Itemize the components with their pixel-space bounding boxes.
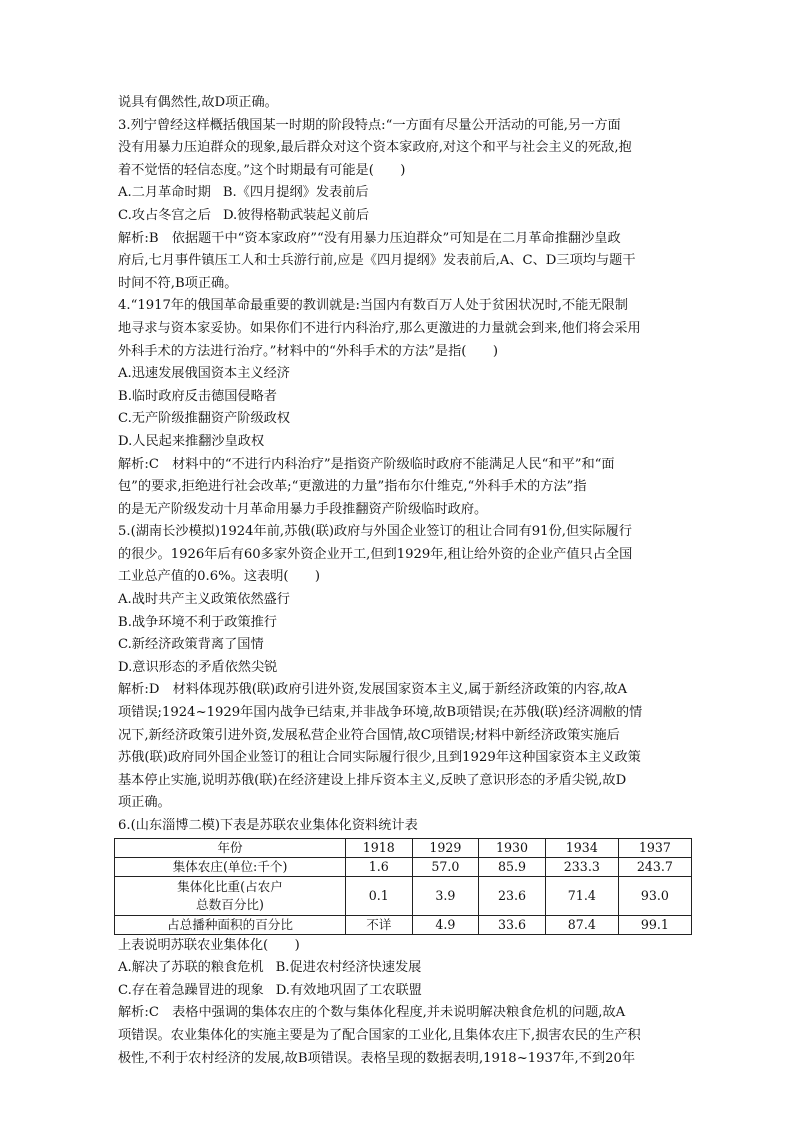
question-6-analysis: 极性,不利于农村经济的发展,故B项错误。表格呈现的数据表明,1918~1937年,不到20年 — [118, 1050, 636, 1066]
question-5-analysis: 基本停止实施,说明苏俄(联)在经济建设上排斥资本主义,反映了意识形态的矛盾尖锐,故D — [118, 772, 627, 788]
table-cell: 87.4 — [545, 915, 618, 934]
question-6-options — [118, 957, 688, 980]
row-label: 集体农庄(单位:千个) — [115, 857, 346, 876]
table-cell: 23.6 — [479, 876, 546, 915]
question-5-analysis: 苏俄(联)政府同外国企业签订的租让合同实际履行很少,且到1929年这种国家资本主义政策 — [118, 750, 641, 766]
question-3-stem: 没有用暴力压迫群众的现象,最后群众对这个资本家政府,对这个和平与社会主义的死敌,抱 — [118, 140, 632, 156]
table-cell: 33.6 — [479, 915, 546, 934]
question-3-analysis: 解析:B 依据题干中“资本家政府”“没有用暴力压迫群众”可知是在二月革命推翻沙皇政 — [118, 230, 621, 246]
table-cell: 233.3 — [545, 857, 618, 876]
table-header-cell: 1930 — [479, 838, 546, 857]
question-4-stem: 4.“1917年的俄国革命最重要的教训就是:当国内有数百万人处于贫困状况时,不能无限制 — [118, 298, 628, 314]
table-header-cell: 1918 — [346, 838, 413, 857]
table-cell: 0.1 — [346, 876, 413, 915]
question-3-analysis: 时间不符,B项正确。 — [118, 275, 238, 291]
table-cell: 99.1 — [618, 915, 691, 934]
row-label: 占总播种面积的百分比 — [115, 915, 346, 934]
table-cell: 57.0 — [412, 857, 479, 876]
option-a: A.二月革命时期 — [118, 185, 211, 201]
text-line: 说具有偶然性,故D项正确。 — [118, 95, 278, 110]
option-d: D.有效地巩固了工农联盟 — [275, 982, 422, 998]
table-cell: 3.9 — [412, 876, 479, 915]
table-cell: 243.7 — [618, 857, 691, 876]
row-label-line: 总数百分比) — [196, 896, 264, 912]
question-5-analysis: 况下,新经济政策引进外资,发展私营企业符合国情,故C项错误;材料中新经济政策实施后 — [118, 727, 620, 743]
table-cell: 4.9 — [412, 915, 479, 934]
row-label — [115, 876, 346, 915]
option-c: C.新经济政策背离了国情 — [118, 637, 264, 653]
option-d: D.彼得格勒武装起义前后 — [222, 207, 370, 223]
table-header-row — [115, 838, 692, 857]
question-6-stem: 6.(山东淄博二模)下表是苏联农业集体化资料统计表 — [118, 818, 418, 833]
question-6-prompt: 上表说明苏联农业集体化( ) — [118, 937, 300, 953]
question-4-stem: 外科手术的方法进行治疗。”材料中的“外科手术的方法”是指( ) — [118, 343, 498, 359]
question-3-options — [118, 182, 688, 205]
question-3-options — [118, 205, 688, 228]
table-row — [115, 915, 692, 934]
question-6-analysis: 解析:C 表格中强调的集体农庄的个数与集体化程度,并未说明解决粮食危机的问题,故A — [118, 1005, 626, 1021]
table-cell: 71.4 — [545, 876, 618, 915]
table-header-cell: 1929 — [412, 838, 479, 857]
option-b: B.促进农村经济快速发展 — [275, 960, 422, 976]
table-row — [115, 876, 692, 915]
option-c: C.无产阶级推翻资产阶级政权 — [118, 411, 291, 427]
question-4-analysis: 的是无产阶级发动十月革命用暴力手段推翻资产阶级临时政府。 — [118, 501, 488, 517]
table-cell: 不详 — [346, 915, 413, 934]
option-a: A.迅速发展俄国资本主义经济 — [118, 366, 290, 382]
question-4-analysis: 解析:C 材料中的“不进行内科治疗”是指资产阶级临时政府不能满足人民“和平”和“面 — [118, 456, 615, 472]
option-a: A.解决了苏联的粮食危机 — [118, 960, 264, 976]
question-4-analysis: 包”的要求,拒绝进行社会改革;“更激进的力量”指布尔什维克,“外科手术的方法”指 — [118, 479, 587, 495]
option-c: C.攻占冬宫之后 — [118, 207, 211, 223]
option-c: C.存在着急躁冒进的现象 — [118, 982, 264, 998]
question-5-analysis: 解析:D 材料体现苏俄(联)政府引进外资,发展国家资本主义,属于新经济政策的内容,故A — [118, 682, 627, 698]
option-d: D.人民起来推翻沙皇政权 — [118, 433, 265, 449]
collectivization-table — [114, 838, 692, 935]
table-cell: 1.6 — [346, 857, 413, 876]
question-3-analysis: 府后,七月事件镇压工人和士兵游行前,应是《四月提纲》发表前后,A、C、D三项均与题干 — [118, 253, 636, 269]
question-5-stem: 5.(湖南长沙模拟)1924年前,苏俄(联)政府与外国企业签订的租让合同有91份,但实际履行 — [118, 524, 632, 540]
question-6-analysis: 项错误。农业集体化的实施主要是为了配合国家的工业化,且集体农庄下,损害农民的生产积 — [118, 1027, 641, 1043]
document-page — [118, 92, 688, 1070]
option-b: B.《四月提纲》发表前后 — [222, 185, 369, 201]
table-header-cell: 1934 — [545, 838, 618, 857]
question-5-analysis: 项正确。 — [118, 795, 171, 811]
option-a: A.战时共产主义政策依然盛行 — [118, 592, 290, 608]
row-label-line: 集体化比重(占农户 — [177, 878, 283, 894]
option-b: B.战争环境不利于政策推行 — [118, 614, 277, 630]
table-cell: 85.9 — [479, 857, 546, 876]
table-row — [115, 857, 692, 876]
question-5-stem: 的很少。1926年后有60多家外资企业开工,但到1929年,租让给外资的企业产值只占全国 — [118, 546, 633, 562]
question-5-analysis: 项错误;1924~1929年国内战争已结束,并非战争环境,故B项错误;在苏俄(联)经济凋敝的情 — [118, 705, 643, 721]
question-5-stem: 工业总产值的0.6%。这表明( ) — [118, 569, 321, 585]
option-d: D.意识形态的矛盾依然尖锐 — [118, 659, 278, 675]
question-3-stem: 着不觉悟的轻信态度。”这个时期最有可能是( ) — [118, 162, 406, 178]
question-6-options — [118, 980, 688, 1003]
option-b: B.临时政府反击德国侵略者 — [118, 388, 277, 404]
question-4-stem: 地寻求与资本家妥协。如果你们不进行内科治疗,那么更激进的力量就会到来,他们将会采用 — [118, 320, 641, 336]
table-header-cell: 1937 — [618, 838, 691, 857]
table-header-cell: 年份 — [115, 838, 346, 857]
table-cell: 93.0 — [618, 876, 691, 915]
question-3-stem: 3.列宁曾经这样概括俄国某一时期的阶段特点:“一方面有尽量公开活动的可能,另一方面 — [118, 117, 621, 133]
